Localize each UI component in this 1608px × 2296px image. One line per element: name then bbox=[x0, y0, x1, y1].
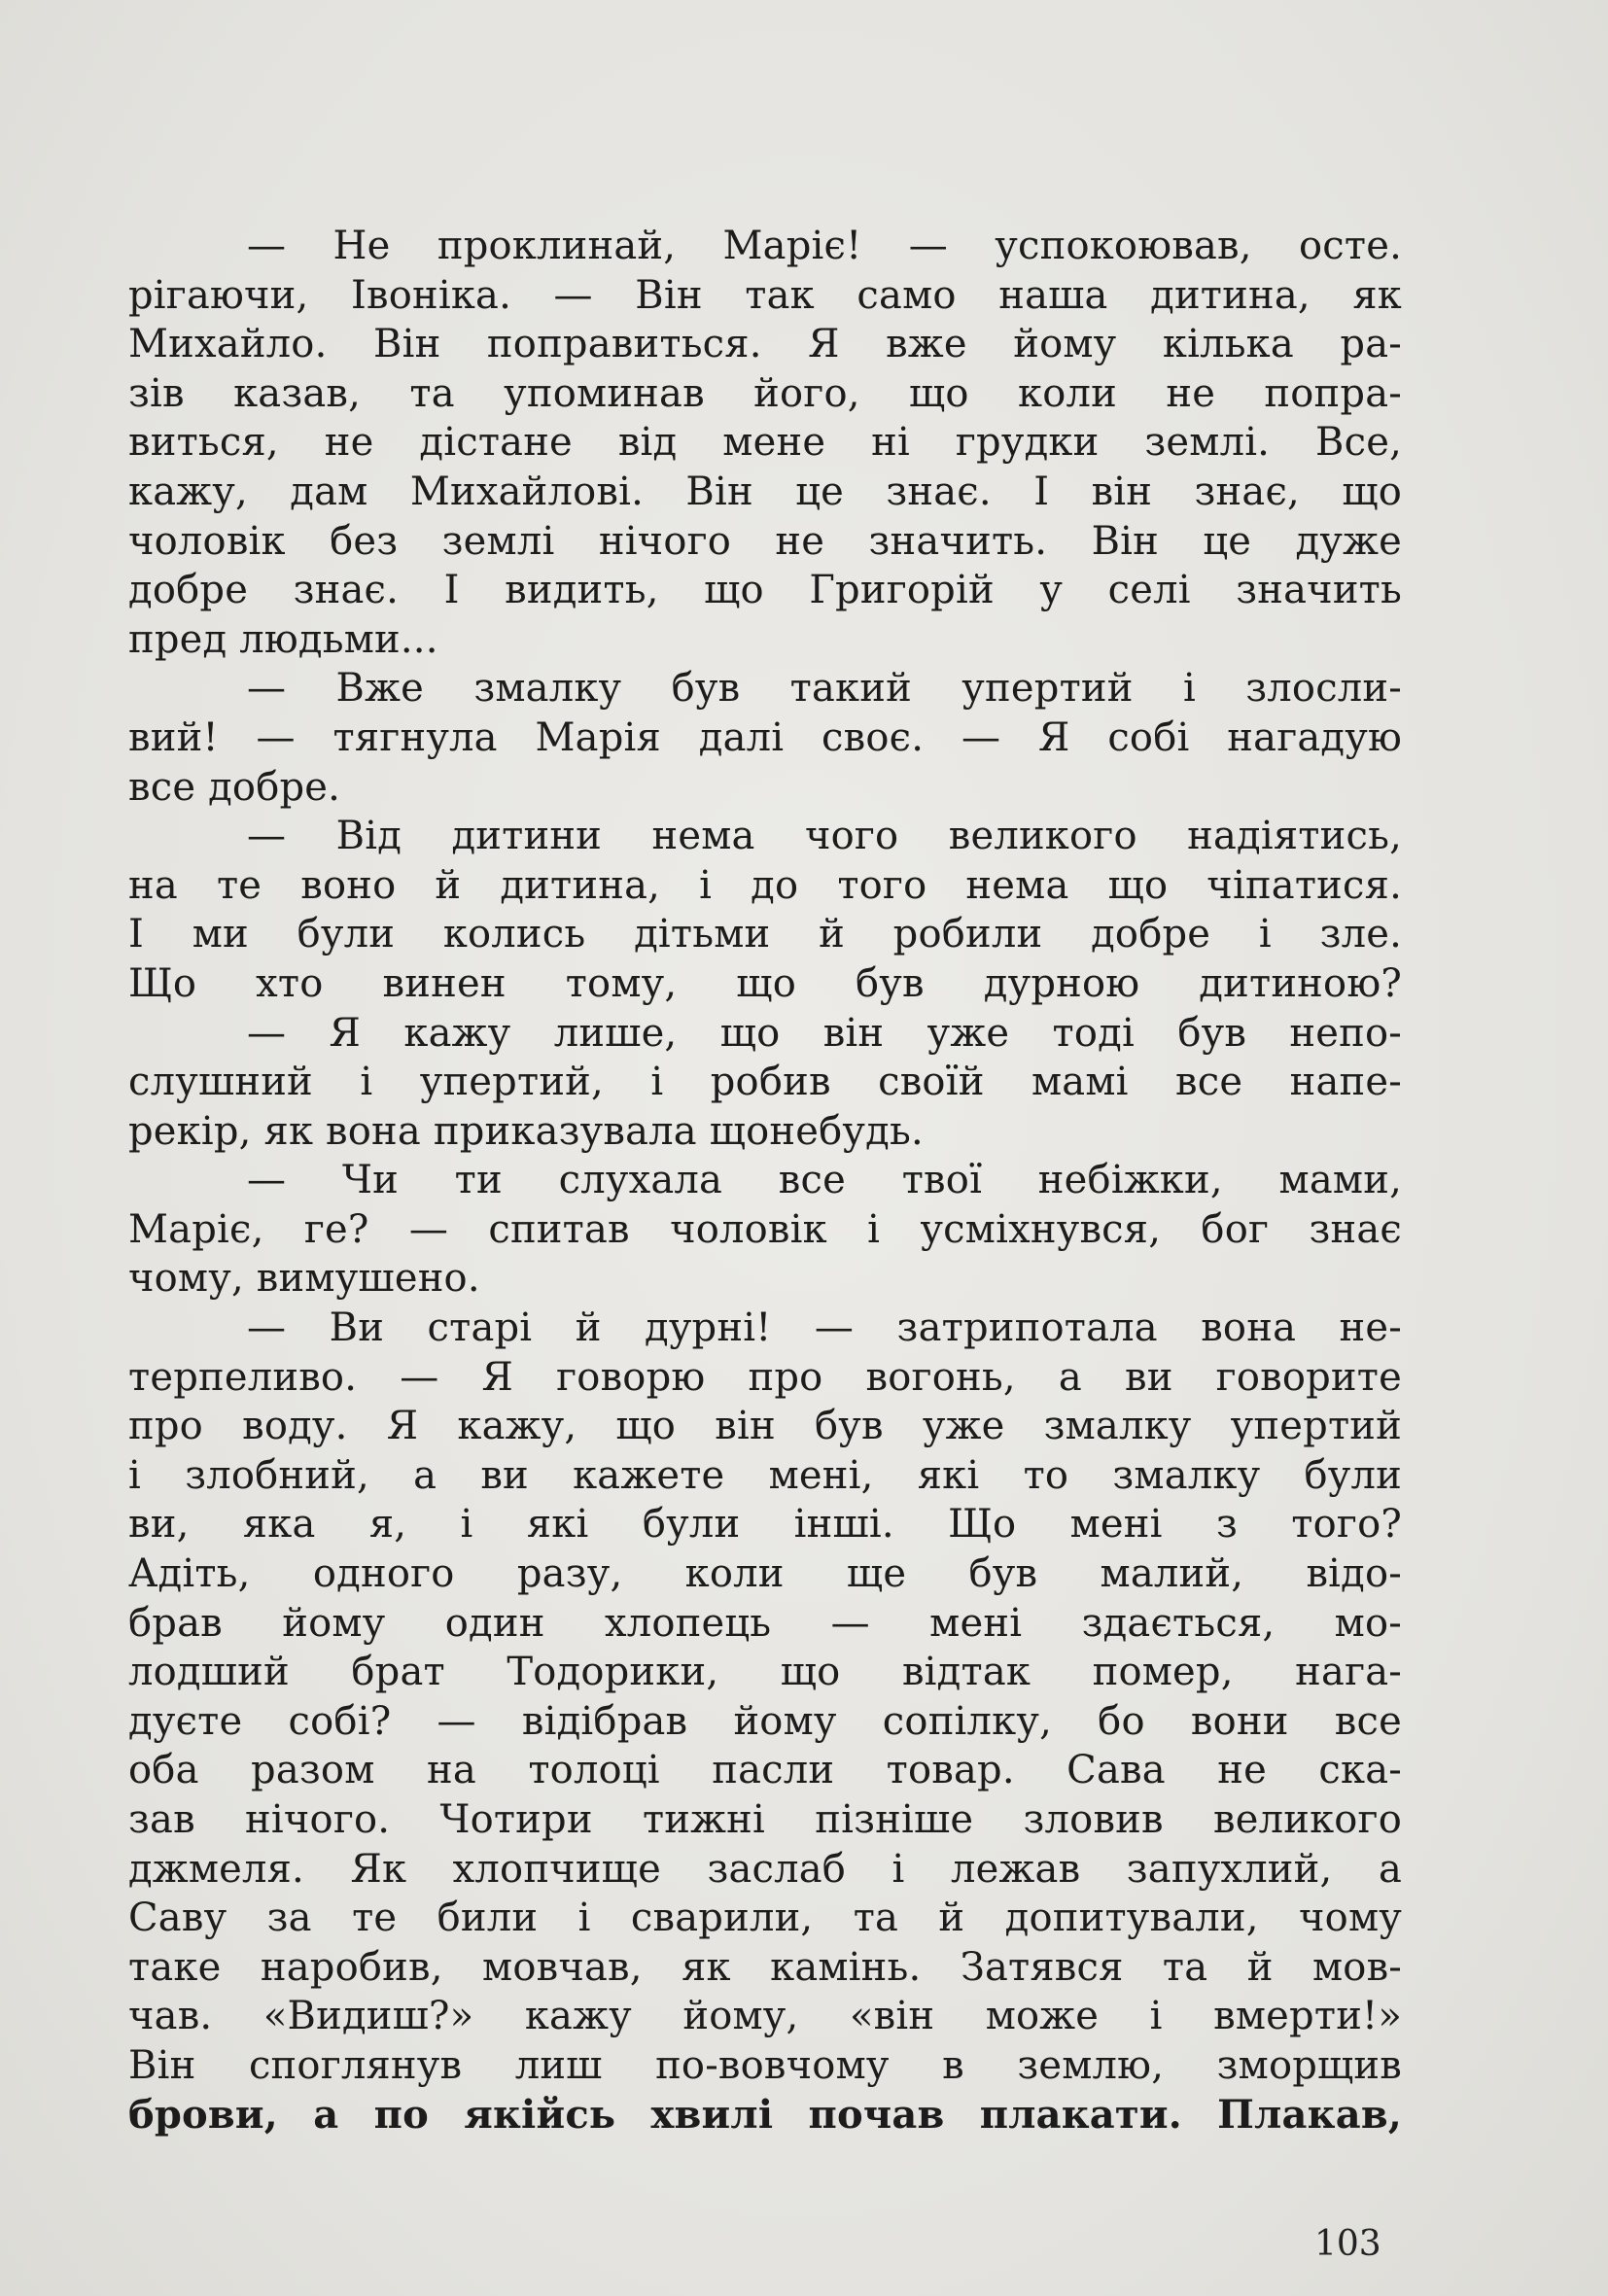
text-line: про воду. Я кажу, що він був уже змалку упертий bbox=[128, 1404, 1402, 1449]
text-line: зів казав, та упоминав його, що коли не попра- bbox=[128, 370, 1402, 416]
text-line: дуєте собі? — відібрав йому сопілку, бо вони все bbox=[128, 1698, 1402, 1744]
text-line: брови, а по якійсь хвилі почав плакати. Плакав, bbox=[128, 2091, 1402, 2138]
text-line: Адіть, одного разу, коли ще був малий, відо- bbox=[128, 1551, 1402, 1597]
text-line: виться, не дістане від мене ні грудки землі. Все, bbox=[128, 420, 1402, 466]
text-line: Михайло. Він поправиться. Я вже йому кілька ра- bbox=[128, 322, 1402, 367]
text-line: — Я кажу лише, що він уже тоді був непо- bbox=[247, 1010, 1402, 1056]
text-line: і злобний, а ви кажете мені, які то змалку були bbox=[128, 1452, 1402, 1498]
text-line: терпеливо. — Я говорю про вогонь, а ви говорите bbox=[128, 1354, 1402, 1400]
text-line: все добре. bbox=[128, 764, 341, 810]
text-line: пред людьми... bbox=[128, 616, 438, 662]
page-text bbox=[128, 222, 1402, 2139]
text-line: — Ви старі й дурні! — затрипотала вона не- bbox=[247, 1305, 1402, 1351]
text-line: слушний і упертий, і робив своїй мамі все напе- bbox=[128, 1060, 1402, 1105]
text-line: кажу, дам Михайлові. Він це знає. І він знає, що bbox=[128, 469, 1402, 514]
text-line: Він споглянув лиш по-вовчому в землю, зморщив bbox=[128, 2042, 1402, 2088]
text-line: брав йому один хлопець — мені здається, мо- bbox=[128, 1600, 1402, 1646]
text-line: чому, вимушено. bbox=[128, 1256, 480, 1302]
text-line: вий! — тягнула Марія далі своє. — Я собі нагадую bbox=[128, 714, 1402, 760]
text-line: на те воно й дитина, і до того нема що чіпатися. bbox=[128, 862, 1402, 908]
text-line: оба разом на толоці пасли товар. Сава не ска- bbox=[128, 1748, 1402, 1793]
text-line: таке наробив, мовчав, як камінь. Затявся та й мов- bbox=[128, 1944, 1402, 1990]
text-line: зав нічого. Чотири тижні пізніше зловив великого bbox=[128, 1797, 1402, 1842]
text-line: ви, яка я, і які були інші. Що мені з того? bbox=[128, 1502, 1402, 1548]
text-line: — Чи ти слухала все твої небіжки, мами, bbox=[247, 1158, 1402, 1203]
text-line: Маріє, ге? — спитав чоловік і усміхнувся, бог знає bbox=[128, 1206, 1402, 1252]
text-line: — Від дитини нема чого великого надіятись, bbox=[247, 814, 1402, 859]
text-line: чоловік без землі нічого не значить. Він це дуже bbox=[128, 518, 1402, 564]
text-line: джмеля. Як хлопчище заслаб і лежав запухлий, а bbox=[128, 1846, 1402, 1892]
text-line: добре знає. І видить, що Григорій у селі значить bbox=[128, 568, 1402, 613]
text-line: Саву за те били і сварили, та й допитували, чому bbox=[128, 1896, 1402, 1941]
text-line: — Не проклинай, Маріє! — успокоював, осте. bbox=[247, 224, 1402, 268]
page-number: 103 bbox=[1314, 2224, 1381, 2264]
text-line: лодший брат Тодорики, що відтак помер, нага- bbox=[128, 1650, 1402, 1695]
text-line: чав. «Видиш?» кажу йому, «він може і вмерти!» bbox=[128, 1994, 1402, 2039]
text-line: І ми були колись дітьми й робили добре і зле. bbox=[128, 912, 1402, 957]
text-line: Що хто винен тому, що був дурною дитиною? bbox=[128, 960, 1402, 1006]
text-line: рекір, як вона приказувала щонебудь. bbox=[128, 1108, 924, 1154]
text-line: — Вже змалку був такий упертий і злосли- bbox=[247, 666, 1402, 712]
text-line: рігаючи, Івоніка. — Він так само наша дитина, як bbox=[128, 272, 1402, 318]
